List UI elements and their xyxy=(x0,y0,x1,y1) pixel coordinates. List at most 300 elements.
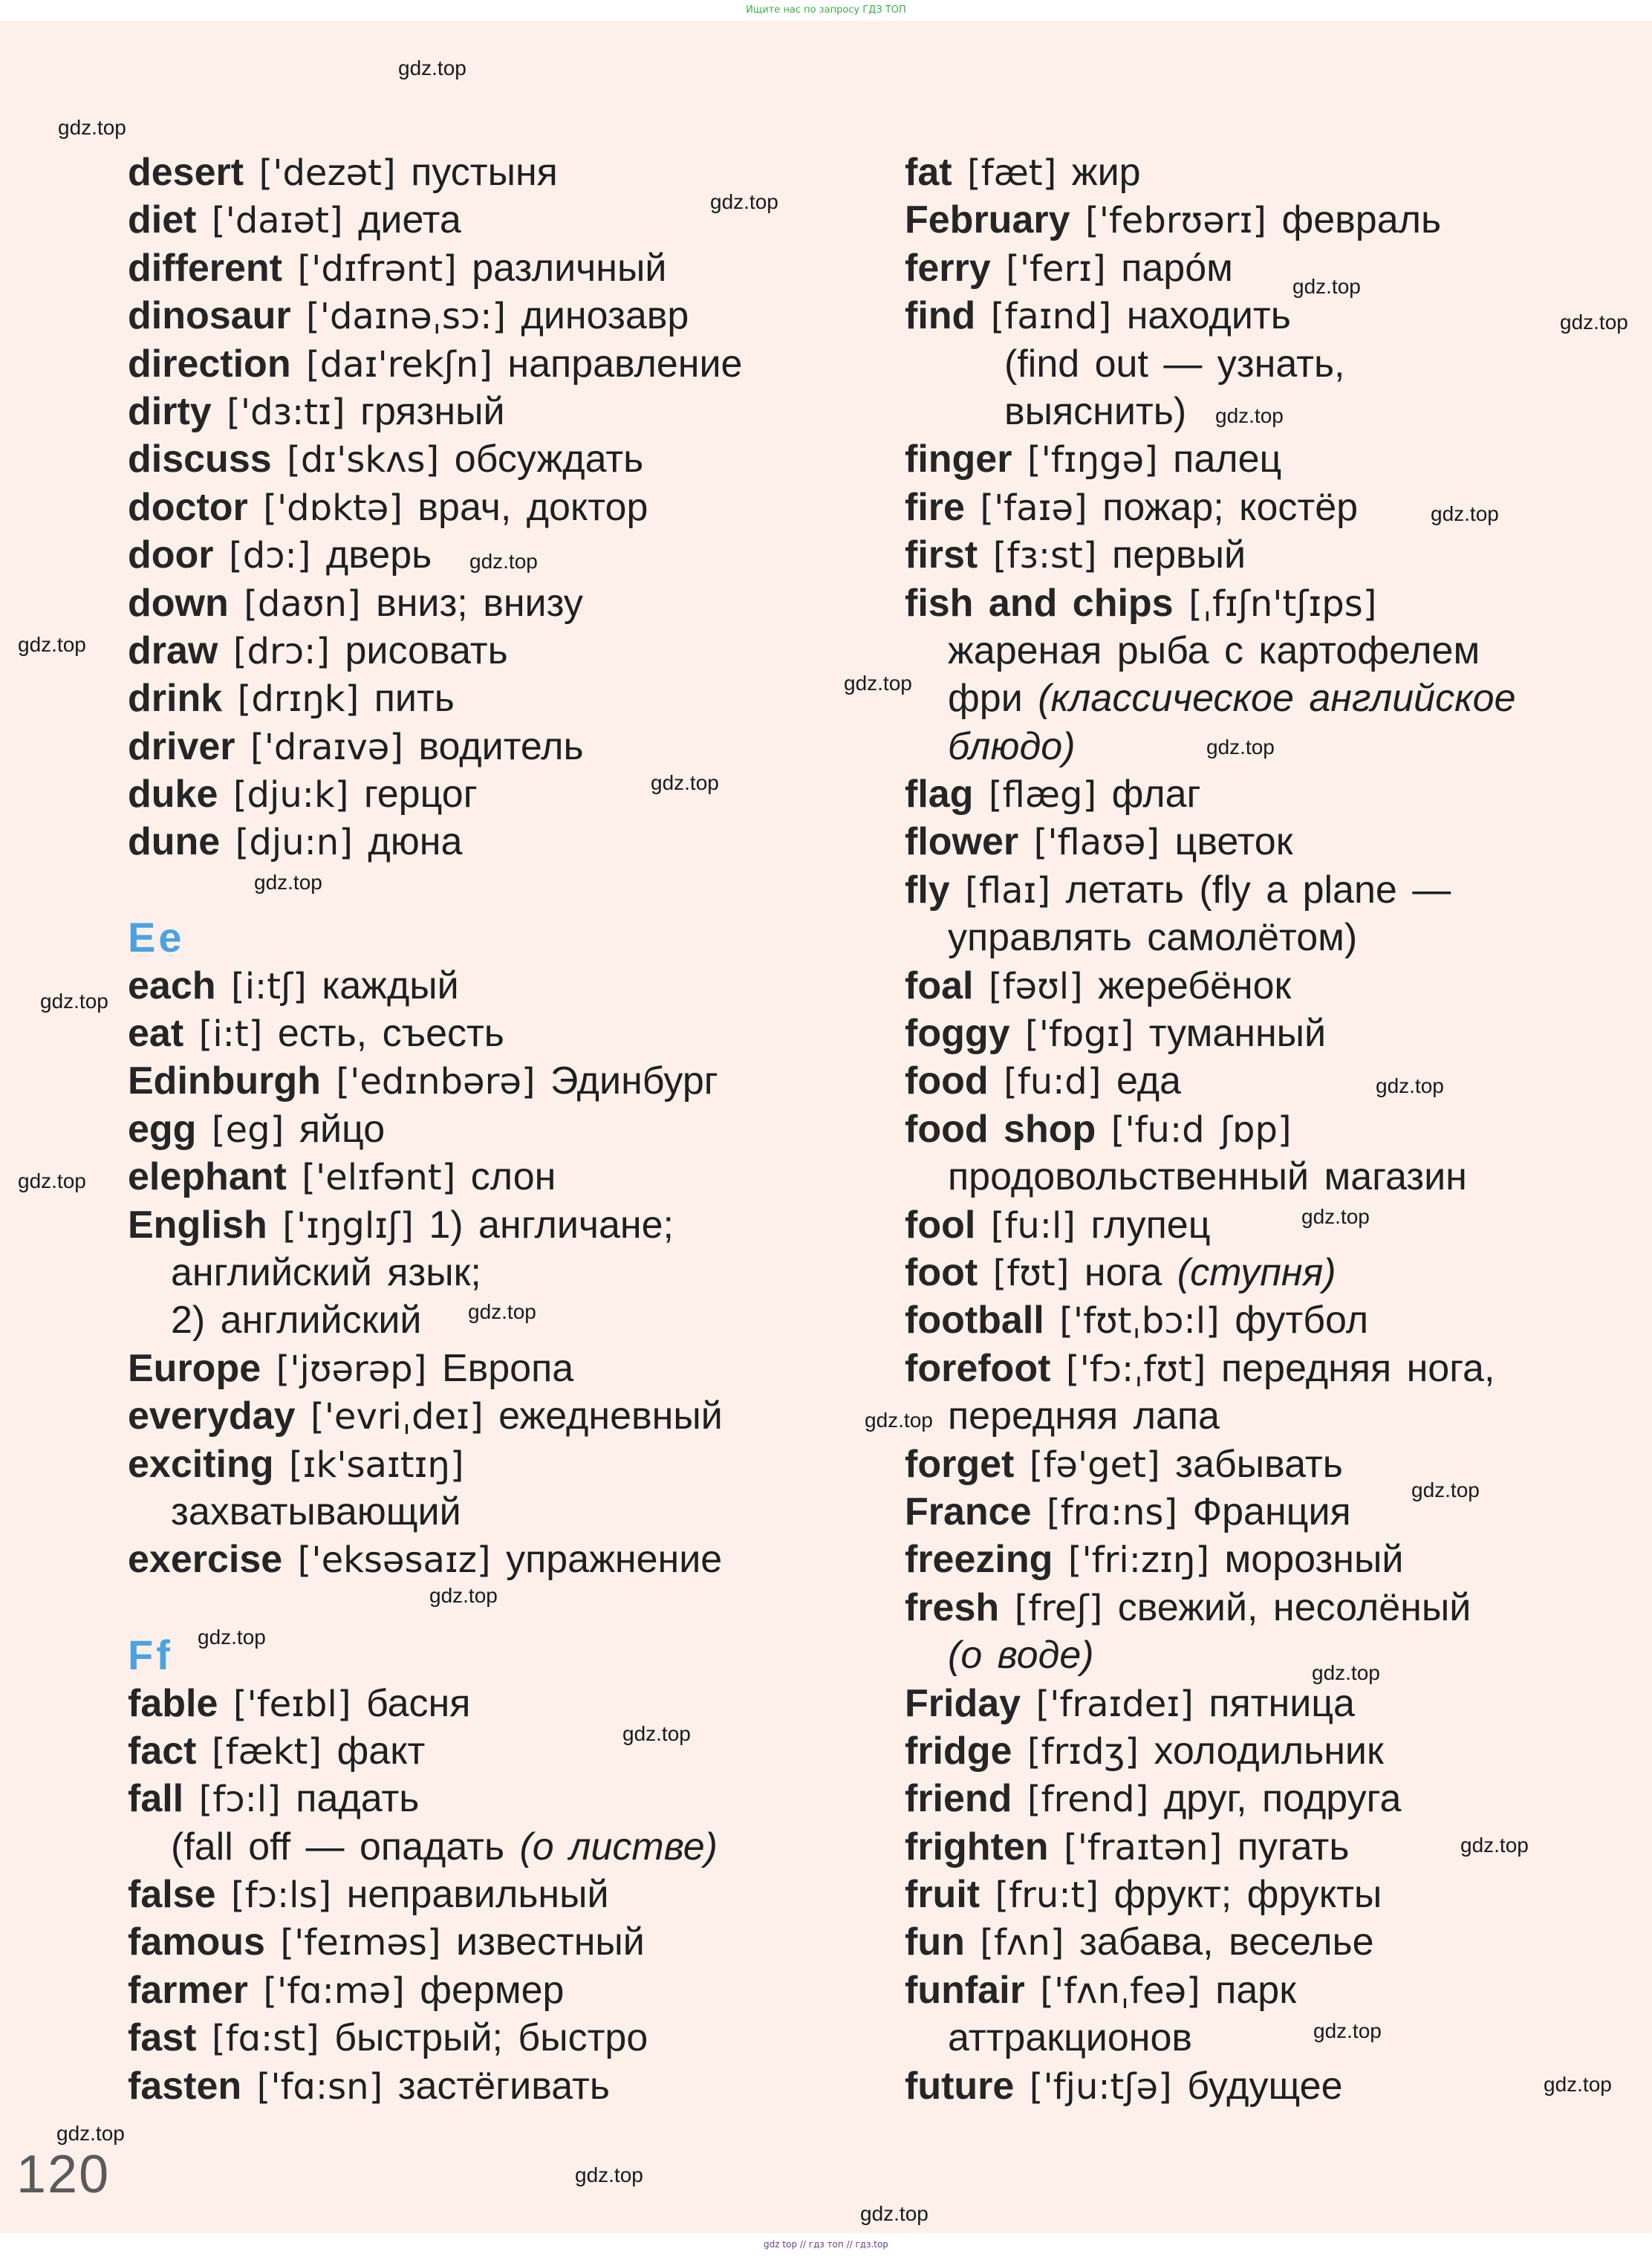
entry-translation: пугать xyxy=(1237,1825,1350,1868)
entry-translation: герцог xyxy=(363,773,478,816)
entry-continuation xyxy=(905,2014,1596,2062)
entry-headword: draw xyxy=(128,629,218,672)
dictionary-entry xyxy=(128,2062,796,2110)
watermark: gdz.top xyxy=(710,190,778,213)
entry-continuation xyxy=(905,627,1596,675)
entry-transcription: [frend] xyxy=(1027,1779,1149,1821)
entry-transcription: [frɑ:ns] xyxy=(1046,1491,1178,1533)
dictionary-entry xyxy=(128,244,796,292)
entry-headword: English xyxy=(128,1203,267,1247)
entry-note: (о воде) xyxy=(948,1634,1094,1678)
entry-translation: английский язык; xyxy=(171,1250,481,1294)
entry-headword: fruit xyxy=(905,1873,981,1917)
entry-translation: каждый xyxy=(322,964,459,1007)
entry-headword: food shop xyxy=(905,1107,1096,1151)
entry-headword: everyday xyxy=(128,1394,296,1438)
dictionary-entry xyxy=(128,962,796,1010)
entry-translation: выяснить) xyxy=(1004,389,1187,433)
entry-headword: friend xyxy=(905,1777,1012,1821)
entry-headword: farmer xyxy=(128,1968,248,2012)
entry-headword: elephant xyxy=(128,1155,287,1199)
entry-transcription: ['fɔ:ˌfʊt] xyxy=(1065,1348,1206,1390)
entry-translation: упражнение xyxy=(506,1538,723,1582)
dictionary-entry xyxy=(128,1057,796,1105)
entry-translation: флаг xyxy=(1111,773,1201,816)
dictionary-entry xyxy=(905,1584,1596,1631)
entry-headword: future xyxy=(905,2064,1015,2108)
entry-headword: foot xyxy=(905,1250,978,1294)
entry-transcription: [frɪdʒ] xyxy=(1027,1730,1139,1773)
entry-transcription: [fæt] xyxy=(967,152,1057,194)
entry-translation: пожар; костёр xyxy=(1102,485,1359,529)
dictionary-entry xyxy=(905,1249,1596,1296)
entry-translation: нога xyxy=(1084,1250,1162,1294)
entry-translation: грязный xyxy=(360,389,505,433)
entry-translation: падать xyxy=(296,1777,420,1821)
entry-transcription: ['daɪət] xyxy=(211,200,343,242)
entry-translation: жареная рыба с картофелем xyxy=(948,629,1480,672)
entry-transcription: ['fɪŋgə] xyxy=(1027,439,1158,481)
entry-translation: неправильный xyxy=(346,1873,609,1917)
dictionary-entry xyxy=(905,1967,1596,2014)
entry-translation: жеребёнок xyxy=(1098,964,1292,1007)
watermark: gdz.top xyxy=(1292,275,1361,298)
entry-transcription: ['ferɪ] xyxy=(1006,247,1106,290)
entry-continuation xyxy=(128,1488,796,1536)
entry-transcription: [dɪ'skʌs] xyxy=(287,439,440,481)
entry-headword: fire xyxy=(905,485,965,529)
entry-translation: быстрый; быстро xyxy=(334,2016,648,2060)
entry-transcription: ['jʊərəp] xyxy=(276,1348,427,1390)
watermark: gdz.top xyxy=(254,871,322,894)
entry-transcription: [ɪk'saɪtɪŋ] xyxy=(288,1444,464,1486)
entry-headword: duke xyxy=(128,773,218,816)
dictionary-entry xyxy=(128,1536,796,1583)
dictionary-entry xyxy=(905,1680,1596,1727)
entry-translation: ежедневный xyxy=(498,1394,723,1438)
dictionary-entry xyxy=(128,1871,796,1918)
entry-continuation xyxy=(905,914,1596,961)
entry-headword: frighten xyxy=(905,1825,1049,1868)
entry-translation: 1) англичане; xyxy=(429,1203,674,1247)
entry-headword: fun xyxy=(905,1920,965,1964)
dictionary-entry xyxy=(905,1010,1596,1057)
entry-continuation xyxy=(905,1153,1596,1201)
entry-translation: пустыня xyxy=(411,151,558,194)
entry-headword: football xyxy=(905,1299,1044,1342)
dictionary-entry xyxy=(905,1105,1596,1153)
entry-translation: диета xyxy=(358,198,461,242)
entry-translation: рисовать xyxy=(345,629,508,672)
entry-translation: Эдинбург xyxy=(550,1059,718,1103)
entry-translation: (fall off — опадать xyxy=(171,1825,505,1868)
entry-transcription: ['elɪfənt] xyxy=(302,1157,456,1199)
entry-note: (классическое английское xyxy=(1038,677,1516,721)
entry-headword: eat xyxy=(128,1012,184,1056)
dictionary-entry xyxy=(905,866,1596,914)
entry-translation: фермер xyxy=(420,1968,565,2012)
entry-transcription: ['fju:tʃə] xyxy=(1029,2065,1172,2108)
entry-translation: глупец xyxy=(1090,1203,1211,1247)
entry-translation: аттракционов xyxy=(948,2016,1193,2060)
section-letter-heading: Ff xyxy=(128,1631,173,1679)
entry-translation: яйцо xyxy=(299,1107,386,1151)
entry-transcription: ['evriˌdeɪ] xyxy=(310,1396,484,1438)
entry-translation: (find out — узнать, xyxy=(1004,342,1345,386)
dictionary-entry xyxy=(905,2062,1596,2110)
entry-transcription: ['feɪbl] xyxy=(232,1683,351,1725)
entry-headword: fool xyxy=(905,1203,976,1247)
entry-transcription: [flæg] xyxy=(988,774,1097,816)
entry-transcription: ['feɪməs] xyxy=(280,1922,441,1964)
entry-headword: forget xyxy=(905,1442,1015,1486)
dictionary-entry xyxy=(905,1296,1596,1344)
entry-transcription: ['dɪfrənt] xyxy=(297,247,457,290)
top-banner: Ищите нас по запросу ГДЗ ТОП xyxy=(746,4,906,16)
entry-headword: finger xyxy=(905,438,1012,481)
entry-translation: передняя лапа xyxy=(948,1394,1220,1438)
watermark: gdz.top xyxy=(860,2202,929,2225)
entry-transcription: [fə'get] xyxy=(1029,1444,1160,1486)
entry-continuation xyxy=(128,1823,796,1871)
entry-headword: funfair xyxy=(905,1968,1025,2012)
entry-note: (ступня) xyxy=(1177,1250,1336,1294)
entry-headword: fact xyxy=(128,1729,197,1773)
dictionary-entry xyxy=(905,1536,1596,1583)
entry-transcription: ['dɒktə] xyxy=(263,487,403,529)
dictionary-entry xyxy=(128,627,796,675)
dictionary-entry xyxy=(128,1727,796,1775)
entry-headword: driver xyxy=(128,724,235,768)
entry-transcription: [i:tʃ] xyxy=(230,965,307,1007)
entry-headword: fly xyxy=(905,868,950,912)
entry-transcription: [fɔ:l] xyxy=(198,1779,281,1821)
watermark: gdz.top xyxy=(1431,502,1499,525)
entry-translation: 2) английский xyxy=(171,1299,422,1342)
entry-translation: еда xyxy=(1116,1059,1181,1103)
entry-transcription: [fʊt] xyxy=(992,1252,1070,1294)
entry-translation: друг, подруга xyxy=(1163,1777,1402,1821)
entry-transcription: ['eksəsaɪz] xyxy=(297,1539,491,1582)
entry-transcription: [dju:k] xyxy=(232,774,349,816)
entry-transcription: [fu:l] xyxy=(990,1204,1076,1247)
dictionary-entry xyxy=(128,675,796,722)
entry-translation: находить xyxy=(1126,294,1291,338)
entry-transcription: [drɪŋk] xyxy=(237,678,360,721)
watermark: gdz.top xyxy=(198,1626,266,1649)
entry-continuation xyxy=(128,1296,796,1344)
entry-headword: foggy xyxy=(905,1012,1010,1056)
dictionary-entry xyxy=(905,1441,1596,1488)
dictionary-entry xyxy=(128,579,796,627)
entry-headword: February xyxy=(905,198,1070,242)
entry-continuation xyxy=(905,1392,1596,1440)
entry-transcription: ['fʌnˌfeə] xyxy=(1040,1970,1200,2012)
dictionary-entry xyxy=(128,1918,796,1966)
watermark: gdz.top xyxy=(468,1300,536,1323)
entry-translation: фрукт; фрукты xyxy=(1113,1873,1382,1917)
entry-headword: freezing xyxy=(905,1538,1053,1582)
entry-headword: dune xyxy=(128,820,221,864)
entry-transcription: ['daɪnəˌsɔ:] xyxy=(306,296,507,338)
watermark: gdz.top xyxy=(575,2163,643,2186)
watermark: gdz.top xyxy=(398,56,466,79)
entry-headword: fasten xyxy=(128,2064,242,2108)
dictionary-entry xyxy=(905,1488,1596,1536)
entry-continuation xyxy=(128,1249,796,1296)
entry-headword: foal xyxy=(905,964,974,1007)
entry-transcription: ['fʊtˌbɔ:l] xyxy=(1059,1300,1220,1342)
watermark: gdz.top xyxy=(469,550,538,573)
watermark: gdz.top xyxy=(18,633,86,656)
entry-translation: Европа xyxy=(441,1346,574,1390)
watermark: gdz.top xyxy=(1560,311,1628,334)
dictionary-entry xyxy=(128,2014,796,2062)
dictionary-entry xyxy=(128,388,796,435)
dictionary-entry xyxy=(128,196,796,244)
entry-transcription: ['faɪə] xyxy=(980,487,1087,529)
dictionary-entry xyxy=(128,1153,796,1201)
entry-translation: паро́м xyxy=(1121,246,1233,290)
entry-translation: свежий, несолёный xyxy=(1117,1585,1471,1629)
dictionary-entry xyxy=(905,244,1596,292)
entry-translation: управлять самолётом) xyxy=(948,916,1358,960)
dictionary-entry xyxy=(905,1918,1596,1966)
entry-transcription: [faɪnd] xyxy=(990,296,1112,338)
entry-headword: dinosaur xyxy=(128,294,291,338)
dictionary-entry xyxy=(128,723,796,770)
entry-headword: fall xyxy=(128,1777,184,1821)
dictionary-entry xyxy=(128,531,796,579)
entry-transcription: [dɔ:] xyxy=(228,535,311,577)
entry-transcription: ['draɪvə] xyxy=(250,726,404,768)
entry-transcription: [ˌfɪʃn'tʃɪps] xyxy=(1188,582,1377,625)
entry-transcription: ['ɪŋglɪʃ] xyxy=(282,1204,414,1247)
entry-transcription: ['dɜ:tɪ] xyxy=(227,391,345,433)
dictionary-entry xyxy=(905,818,1596,866)
entry-headword: fridge xyxy=(905,1729,1012,1773)
entry-headword: discuss xyxy=(128,438,272,481)
entry-transcription: ['dezət] xyxy=(258,152,396,194)
entry-transcription: ['edɪnbərə] xyxy=(336,1061,536,1103)
entry-headword: France xyxy=(905,1490,1032,1533)
dictionary-entry xyxy=(128,292,796,340)
right-column xyxy=(905,149,1596,2110)
entry-headword: food xyxy=(905,1059,989,1103)
entry-transcription: ['fu:d ʃɒp] xyxy=(1110,1108,1292,1151)
entry-headword: doctor xyxy=(128,485,248,529)
dictionary-entry xyxy=(905,292,1596,340)
entry-continuation xyxy=(905,340,1596,388)
entry-translation: динозавр xyxy=(521,294,689,338)
dictionary-entry xyxy=(905,1345,1596,1392)
entry-headword: fresh xyxy=(905,1585,1000,1629)
entry-headword: fast xyxy=(128,2016,197,2060)
entry-continuation xyxy=(905,1631,1596,1679)
entry-translation: Франция xyxy=(1192,1490,1351,1533)
entry-headword: false xyxy=(128,1873,216,1917)
entry-headword: first xyxy=(905,533,978,577)
watermark: gdz.top xyxy=(1215,404,1284,427)
entry-translation: морозный xyxy=(1224,1538,1404,1582)
entry-transcription: [fɜ:st] xyxy=(992,535,1097,577)
entry-translation: продовольственный магазин xyxy=(948,1155,1467,1199)
entry-transcription: [freʃ] xyxy=(1014,1587,1103,1629)
entry-translation: пить xyxy=(374,677,455,721)
entry-headword: diet xyxy=(128,198,197,242)
entry-headword: drink xyxy=(128,677,223,721)
entry-headword: famous xyxy=(128,1920,265,1964)
dictionary-entry xyxy=(128,1345,796,1392)
entry-headword: fat xyxy=(905,151,952,194)
entry-translation: февраль xyxy=(1281,198,1442,242)
entry-transcription: ['fri:zɪŋ] xyxy=(1067,1539,1210,1582)
dictionary-entry xyxy=(905,962,1596,1010)
entry-translation: дверь xyxy=(325,533,432,577)
dictionary-entry xyxy=(128,340,796,388)
dictionary-entry xyxy=(905,531,1596,579)
entry-transcription: [daɪ'rekʃn] xyxy=(306,343,492,386)
watermark: gdz.top xyxy=(1301,1205,1370,1228)
dictionary-entry xyxy=(905,435,1596,483)
dictionary-entry xyxy=(128,1105,796,1153)
entry-headword: down xyxy=(128,581,229,625)
entry-translation: цветок xyxy=(1174,820,1293,864)
watermark: gdz.top xyxy=(1460,1834,1529,1857)
watermark: gdz.top xyxy=(56,2122,125,2145)
dictionary-entry xyxy=(905,1775,1596,1822)
entry-translation: будущее xyxy=(1187,2064,1343,2108)
entry-headword: direction xyxy=(128,342,291,386)
entry-transcription: ['fɑ:sn] xyxy=(256,2065,383,2108)
entry-translation: обсуждать xyxy=(454,438,644,481)
entry-translation: летать (fly a plane — xyxy=(1065,868,1451,912)
entry-transcription: [drɔ:] xyxy=(232,630,331,672)
entry-translation: различный xyxy=(472,246,667,290)
entry-translation: захватывающий xyxy=(171,1490,461,1533)
entry-headword: door xyxy=(128,533,214,577)
dictionary-entry xyxy=(128,1392,796,1440)
dictionary-entry xyxy=(905,1201,1596,1249)
watermark: gdz.top xyxy=(1376,1074,1444,1097)
page-number: 120 xyxy=(16,2145,111,2204)
entry-headword: dirty xyxy=(128,389,212,433)
entry-translation: слон xyxy=(470,1155,556,1199)
dictionary-entry xyxy=(128,818,796,866)
entry-translation: фри xyxy=(948,677,1023,721)
dictionary-entry xyxy=(128,1967,796,2014)
entry-transcription: ['fɑ:mə] xyxy=(263,1970,405,2012)
dictionary-entry xyxy=(905,579,1596,627)
entry-translation: туманный xyxy=(1148,1012,1327,1056)
entry-headword: fish and chips xyxy=(905,581,1174,625)
entry-translation: палец xyxy=(1173,438,1282,481)
entry-transcription: [flaɪ] xyxy=(965,869,1051,912)
entry-headword: exercise xyxy=(128,1538,283,1582)
watermark: gdz.top xyxy=(429,1584,498,1607)
watermark: gdz.top xyxy=(1411,1478,1480,1501)
entry-translation: парк xyxy=(1215,1968,1296,2012)
entry-headword: each xyxy=(128,964,216,1007)
entry-headword: forefoot xyxy=(905,1346,1051,1390)
dictionary-entry xyxy=(128,435,796,483)
entry-translation: направление xyxy=(507,342,743,386)
entry-translation: пятница xyxy=(1209,1681,1355,1725)
entry-transcription: [fɔ:ls] xyxy=(230,1874,332,1917)
entry-transcription: [fəʊl] xyxy=(988,965,1083,1007)
entry-translation: футбол xyxy=(1235,1299,1369,1342)
watermark: gdz.top xyxy=(865,1409,933,1432)
entry-translation: факт xyxy=(336,1729,426,1773)
dictionary-entry xyxy=(128,1441,796,1488)
entry-headword: Edinburgh xyxy=(128,1059,321,1103)
entry-translation: первый xyxy=(1112,533,1246,577)
entry-transcription: ['flaʊə] xyxy=(1033,822,1160,864)
entry-translation: есть, съесть xyxy=(277,1012,504,1056)
entry-translation: жир xyxy=(1071,151,1141,194)
entry-transcription: [fækt] xyxy=(211,1730,322,1773)
section-gap xyxy=(128,866,796,914)
entry-headword: different xyxy=(128,246,282,290)
entry-headword: Europe xyxy=(128,1346,261,1390)
entry-transcription: [fu:d] xyxy=(1004,1061,1102,1103)
entry-transcription: ['fraɪtən] xyxy=(1063,1826,1223,1868)
entry-translation: вниз; внизу xyxy=(376,581,583,625)
entry-translation: врач, доктор xyxy=(417,485,648,529)
dictionary-entry xyxy=(128,1775,796,1822)
entry-translation: забывать xyxy=(1175,1442,1343,1486)
entry-headword: flag xyxy=(905,773,974,816)
watermark: gdz.top xyxy=(1313,2019,1382,2042)
dictionary-entry xyxy=(905,770,1596,818)
watermark: gdz.top xyxy=(58,116,126,139)
entry-translation: застёгивать xyxy=(397,2064,610,2108)
entry-note: (о листве) xyxy=(519,1825,718,1868)
dictionary-entry xyxy=(128,484,796,531)
watermark: gdz.top xyxy=(651,771,719,794)
entry-headword: ferry xyxy=(905,246,991,290)
entry-headword: exciting xyxy=(128,1442,274,1486)
entry-translation: забава, веселье xyxy=(1079,1920,1374,1964)
entry-transcription: [i:t] xyxy=(198,1013,263,1056)
bottom-banner: gdz top // гдз топ // гдз.top xyxy=(764,2239,888,2250)
dictionary-entry xyxy=(128,1010,796,1057)
watermark: gdz.top xyxy=(40,990,108,1013)
entry-translation: передняя нога, xyxy=(1220,1346,1495,1390)
entry-headword: flower xyxy=(905,820,1019,864)
dictionary-entry xyxy=(128,1201,796,1249)
entry-translation: водитель xyxy=(418,724,584,768)
entry-transcription: [eg] xyxy=(211,1108,284,1151)
entry-translation: басня xyxy=(366,1681,471,1725)
entry-headword: fable xyxy=(128,1681,218,1725)
entry-transcription: [fɑ:st] xyxy=(211,2018,319,2060)
section-letter-heading: Ee xyxy=(128,914,185,961)
entry-note: блюдо) xyxy=(948,724,1076,768)
dictionary-entry xyxy=(905,1057,1596,1105)
dictionary-entry xyxy=(905,149,1596,196)
entry-translation: холодильник xyxy=(1154,1729,1384,1773)
watermark: gdz.top xyxy=(18,1169,86,1192)
entry-transcription: [daʊn] xyxy=(244,582,361,625)
entry-translation: дюна xyxy=(368,820,463,864)
dictionary-entry xyxy=(905,1727,1596,1775)
dictionary-entry xyxy=(905,196,1596,244)
entry-transcription: [dju:n] xyxy=(235,822,353,864)
entry-transcription: ['fɒgɪ] xyxy=(1024,1013,1134,1056)
entry-continuation xyxy=(905,675,1596,722)
entry-headword: find xyxy=(905,294,976,338)
